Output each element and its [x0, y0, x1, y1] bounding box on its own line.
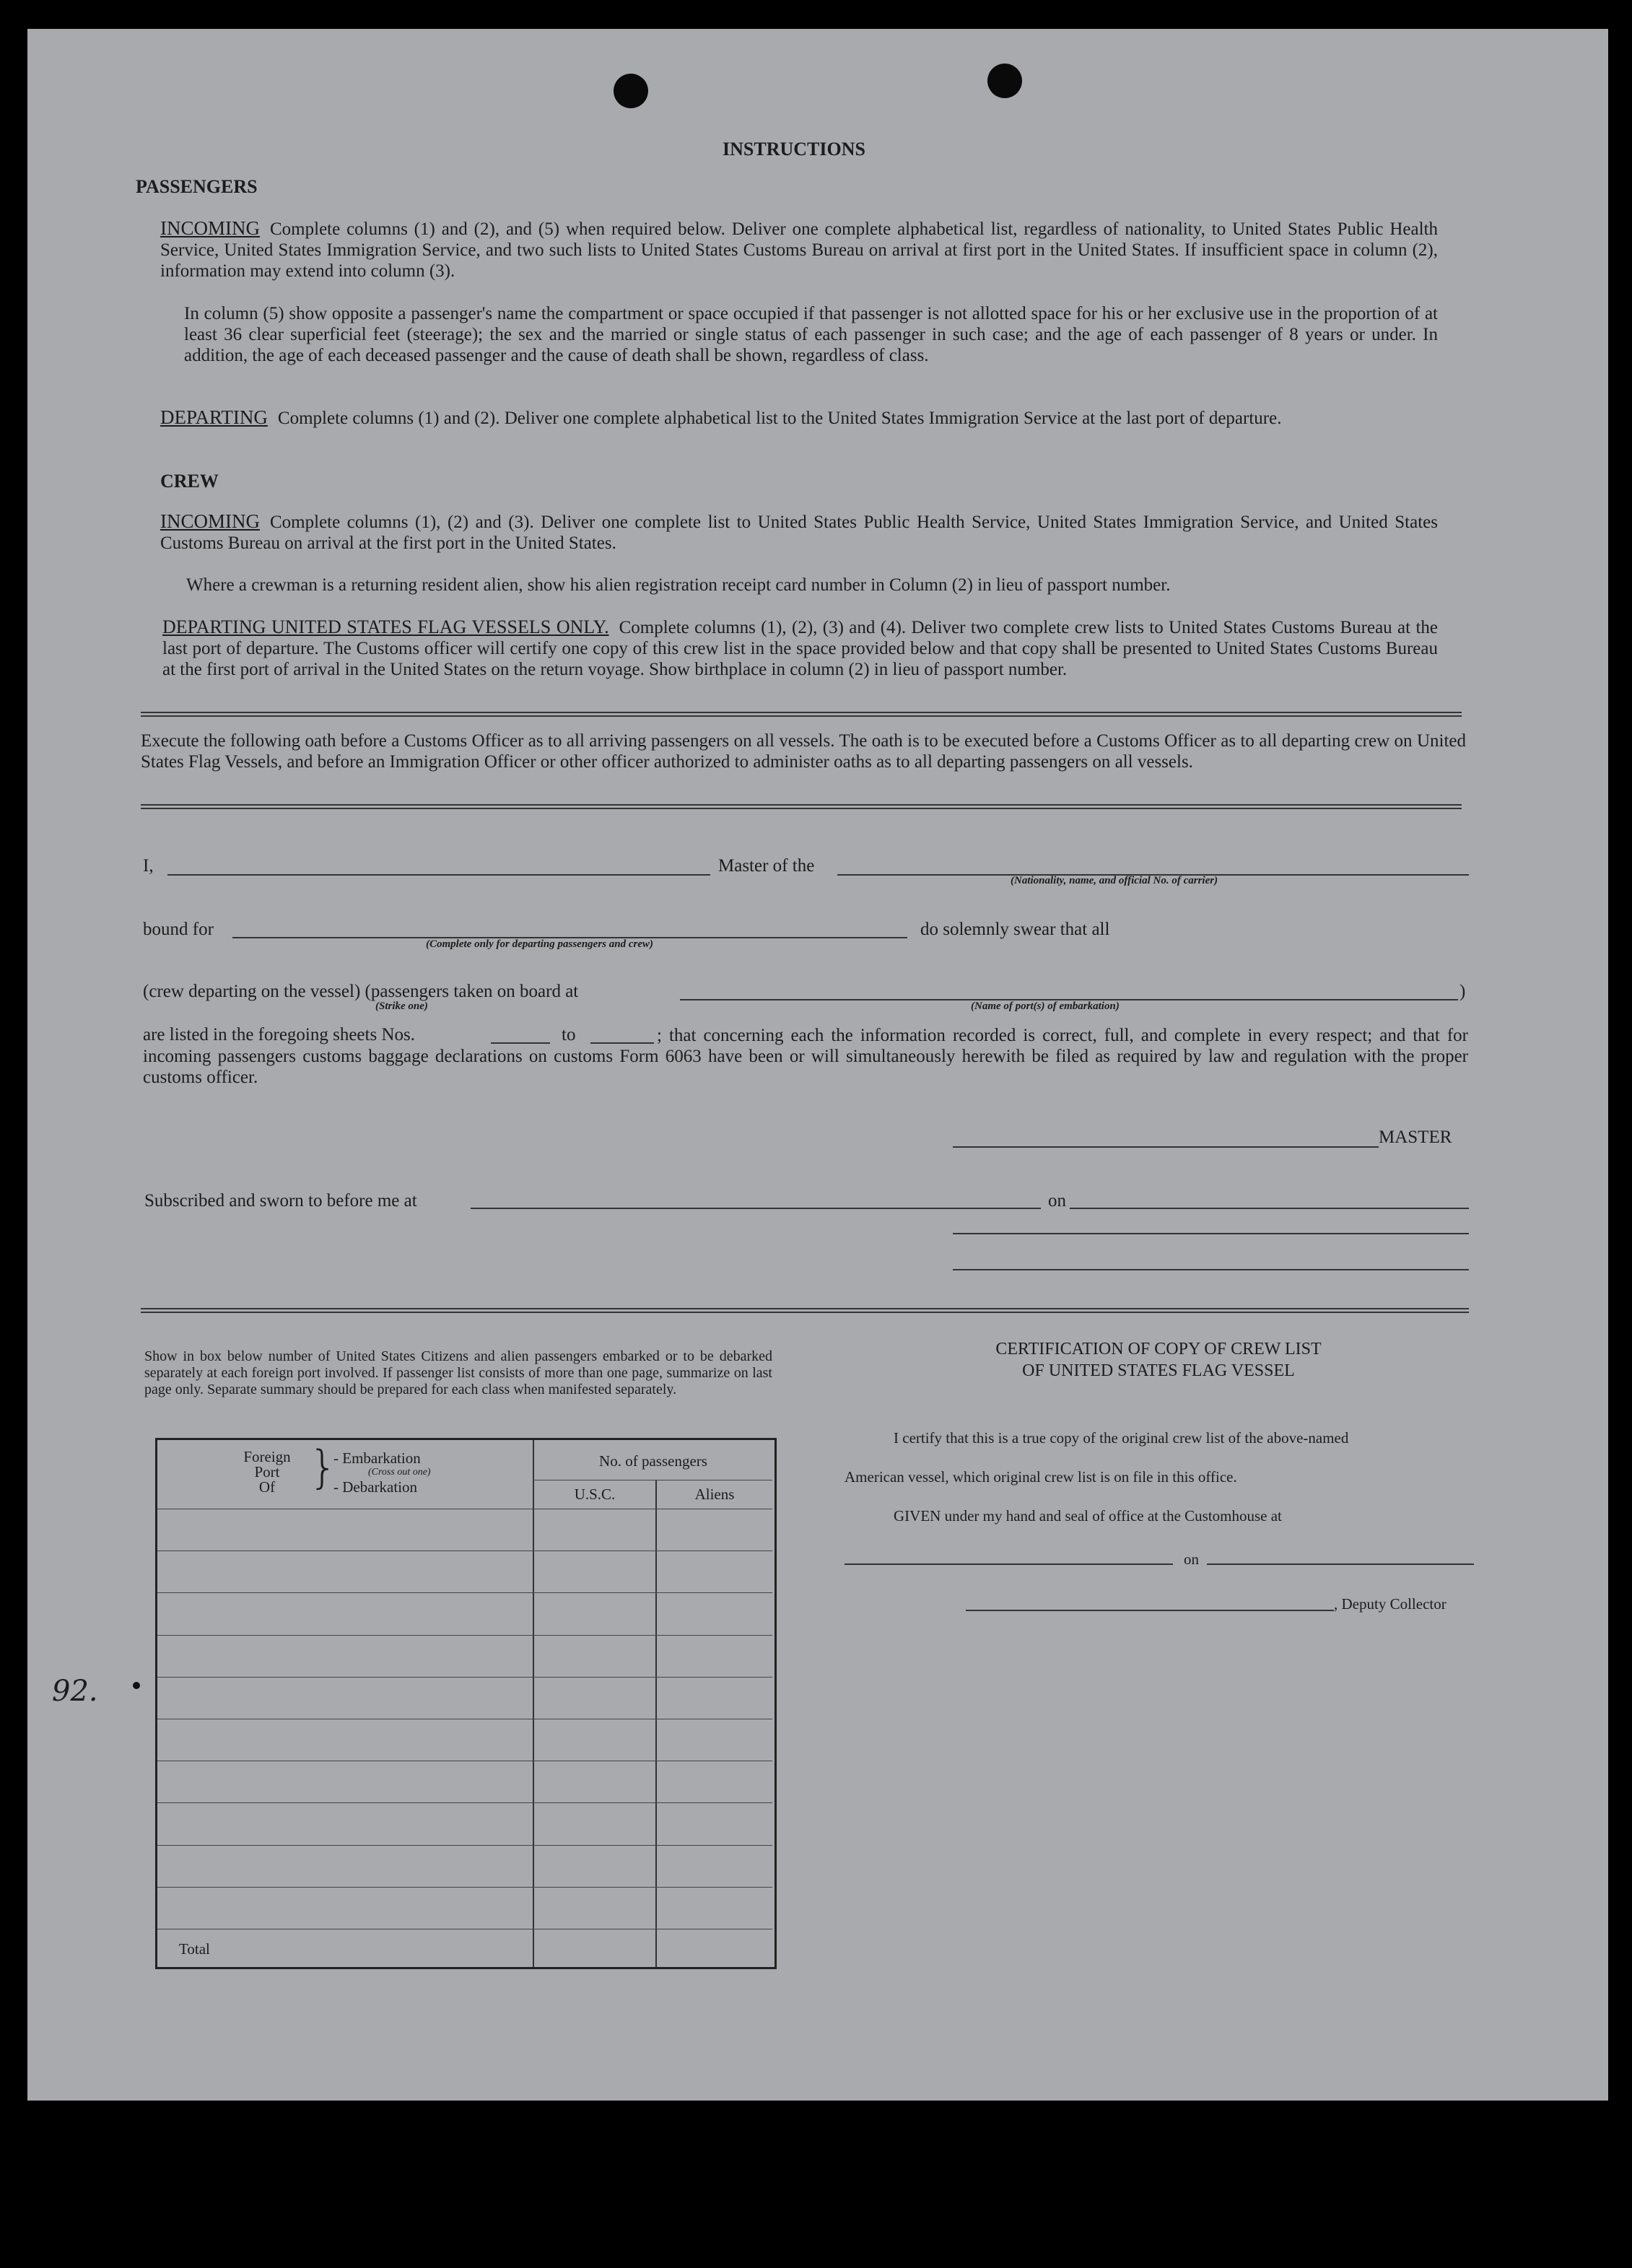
crew-heading: CREW	[160, 471, 219, 492]
section-divider	[141, 712, 1462, 717]
form-title: INSTRUCTIONS	[723, 139, 865, 160]
sworn-on-label: on	[1048, 1191, 1066, 1211]
customhouse-field[interactable]	[845, 1563, 1173, 1565]
certify-line-1: I certify that this is a true copy of the original crew list of the above-named	[894, 1429, 1349, 1447]
bound-caption: (Complete only for departing passengers and crew)	[426, 938, 653, 950]
carrier-caption: (Nationality, name, and official No. of carrier)	[1011, 875, 1218, 886]
usc-header: U.S.C.	[574, 1486, 616, 1503]
cross-out-caption: (Cross out one)	[368, 1467, 431, 1478]
passengers-departing-label: DEPARTING	[160, 406, 268, 428]
close-paren: )	[1459, 982, 1466, 1001]
crew-departing-paragraph	[162, 616, 1438, 680]
officer-signature-field[interactable]	[953, 1233, 1469, 1234]
section-divider	[141, 1308, 1469, 1313]
certification-date-field[interactable]	[1207, 1563, 1474, 1565]
certification-on-label: on	[1184, 1550, 1199, 1568]
subscribed-label: Subscribed and sworn to before me at	[144, 1191, 417, 1211]
officer-title-field[interactable]	[953, 1269, 1469, 1270]
strike-caption: (Strike one)	[375, 1000, 428, 1012]
passengers-departing-paragraph	[160, 407, 1438, 429]
table-column-divider	[655, 1480, 657, 1967]
sworn-place-field[interactable]	[471, 1208, 1041, 1209]
given-line: GIVEN under my hand and seal of office at the Customhouse at	[894, 1507, 1282, 1525]
swear-text: do solemnly swear that all	[920, 920, 1110, 939]
table-row[interactable]	[157, 1845, 772, 1846]
sheets-post-paragraph: ; that concerning each the information recorded is correct, full, and complete in every respect; and that for incoming passengers customs baggage declarations on customs Form 6063 have been or will simultaneously herewith be filed as required by law and regulation with the proper customs officer.	[143, 1026, 1468, 1087]
passengers-incoming-paragraph	[160, 218, 1438, 282]
embarkation-option[interactable]: - Embarkation	[333, 1449, 421, 1467]
punch-hole	[987, 64, 1022, 98]
sheets-pre-label: are listed in the foregoing sheets Nos.	[143, 1025, 415, 1044]
margin-dot	[133, 1682, 140, 1689]
passengers-incoming-label: INCOMING	[160, 217, 260, 239]
table-row[interactable]	[157, 1802, 772, 1803]
table-row[interactable]	[157, 1635, 772, 1636]
margin-mark: 92.	[52, 1675, 98, 1708]
section-divider	[141, 804, 1462, 809]
summary-instructions: Show in box below number of United States Citizens and alien passengers embarked or to be debarked separately at each foreign port involved. If passenger list consists of more than one page, summarize on last page only. Separate summary should be prepared for each class when manifested separately.	[144, 1348, 772, 1397]
certification-title-2: OF UNITED STATES FLAG VESSEL	[1022, 1361, 1295, 1380]
master-label: MASTER	[1379, 1128, 1452, 1147]
of-label: Of	[258, 1478, 276, 1496]
table-row[interactable]	[157, 1677, 772, 1678]
brace-icon: }	[309, 1441, 338, 1493]
port-label: Port	[254, 1463, 280, 1480]
foreign-port-header	[224, 1449, 310, 1495]
deputy-collector-label: , Deputy Collector	[1334, 1595, 1446, 1613]
punch-hole	[614, 74, 648, 108]
to-label: to	[562, 1025, 576, 1044]
table-row[interactable]	[157, 1887, 772, 1888]
passenger-summary-table	[155, 1438, 777, 1969]
passengers-departing-text: Complete columns (1) and (2). Deliver one complete alphabetical list to the United States Immigration Service at the last port of departure.	[277, 409, 1282, 428]
crew-departing-label: DEPARTING UNITED STATES FLAG VESSELS ONLY.	[162, 616, 609, 637]
master-name-field[interactable]	[167, 874, 710, 876]
crew-incoming-label: INCOMING	[160, 510, 260, 532]
oath-i-label: I,	[143, 856, 154, 876]
oath-intro-paragraph: Execute the following oath before a Customs Officer as to all arriving passengers on all vessels. The oath is to be executed before a Customs Officer as to all departing crew on United States Flag Vessels, and before an Immigration Officer or other officer authorized to administer oaths as to all departing passengers on all vessels.	[141, 731, 1466, 772]
table-row[interactable]	[157, 1550, 772, 1551]
certification-title-1: CERTIFICATION OF COPY OF CREW LIST	[995, 1340, 1322, 1358]
crew-departing-text: (crew departing on the vessel) (passengers taken on board at	[143, 982, 579, 1001]
port-caption: (Name of port(s) of embarkation)	[971, 1000, 1120, 1012]
crew-departing-text: Complete columns (1), (2), (3) and (4). Deliver two complete crew lists to United States Customs Bureau at the last port of departure. The Customs officer will certify one copy of this crew list in the space provided below and that copy shall be presented to United States Customs Bureau at the first port of arrival in the United States on the return voyage. Show birthplace in column (2) in lieu of passport number.	[162, 618, 1438, 679]
deputy-signature-field[interactable]	[966, 1610, 1334, 1611]
crew-incoming-paragraph	[160, 511, 1438, 554]
total-label: Total	[179, 1940, 210, 1958]
passengers-incoming-text: Complete columns (1) and (2), and (5) when required below. Deliver one complete alphabetical list, regardless of nationality, to United States Public Health Service, United States Immigration Service, and two such lists to United States Customs Bureau on arrival at first port in the United States. If insufficient space in column (2), information may extend into column (3).	[160, 219, 1438, 281]
crew-incoming-text: Complete columns (1), (2) and (3). Deliver one complete list to United States Public Health Service, United States Immigration Service, and United States Customs Bureau on arrival at the first port in the United States.	[160, 513, 1438, 553]
passengers-heading: PASSENGERS	[136, 176, 258, 197]
crew-resident-paragraph: Where a crewman is a returning resident alien, show his alien registration receipt card number in Column (2) in lieu of passport number.	[186, 575, 1171, 595]
debarkation-option[interactable]: - Debarkation	[333, 1478, 418, 1496]
table-column-divider	[533, 1440, 534, 1967]
bound-for-label: bound for	[143, 920, 214, 939]
table-row[interactable]	[157, 1592, 772, 1593]
certify-line-2: American vessel, which original crew list is on file in this office.	[845, 1468, 1237, 1486]
no-passengers-header: No. of passengers	[599, 1452, 707, 1470]
foreign-label: Foreign	[243, 1448, 291, 1465]
master-of-the-label: Master of the	[718, 856, 815, 876]
passengers-column5-paragraph: In column (5) show opposite a passenger's name the compartment or space occupied if that passenger is not allotted space for his or her exclusive use in the proportion of at least 36 clear superficial feet (steerage); the sex and the married or single status of each passenger in such case; and the age of each passenger of 8 years or under. In addition, the age of each deceased passenger and the cause of death shall be shown, regardless of class.	[184, 304, 1438, 365]
master-signature-field[interactable]	[953, 1146, 1379, 1148]
sworn-date-field[interactable]	[1070, 1208, 1469, 1209]
aliens-header: Aliens	[694, 1486, 735, 1503]
